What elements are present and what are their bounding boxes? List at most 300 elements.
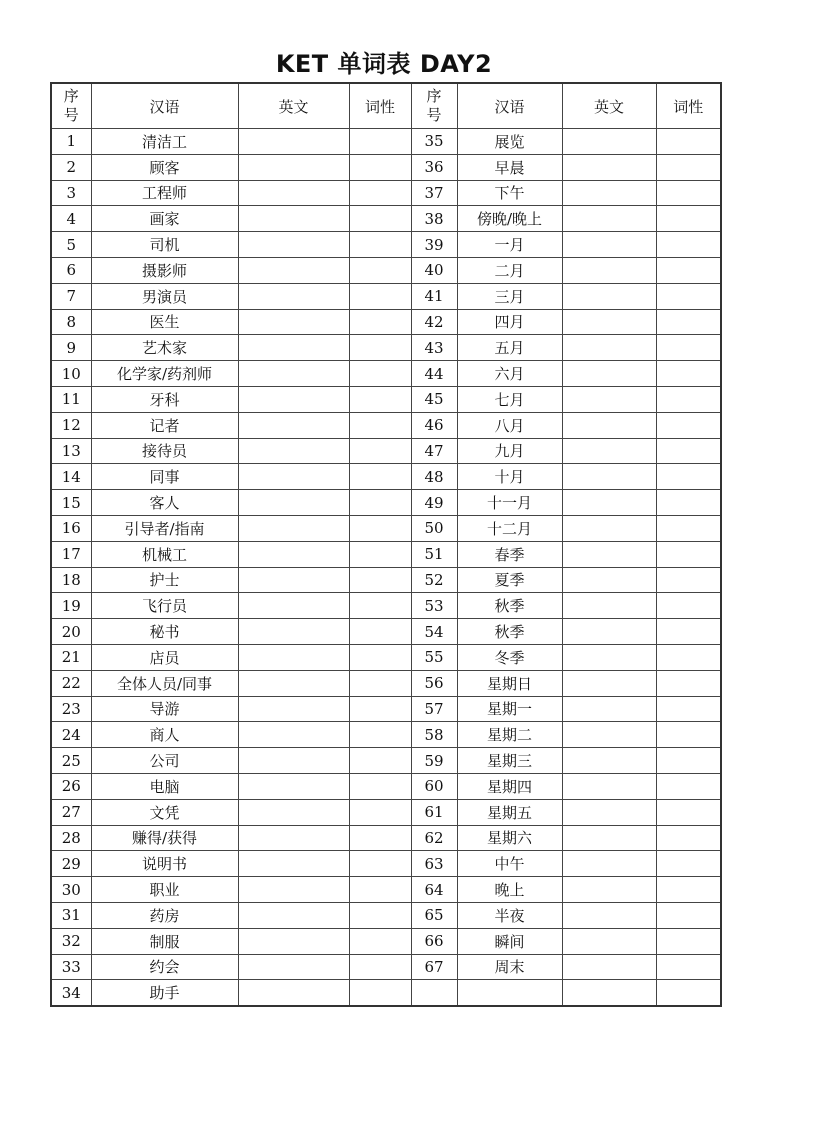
pos-cell (656, 825, 721, 851)
chinese-cell: 十二月 (457, 515, 562, 541)
pos-cell (656, 232, 721, 258)
english-cell (562, 877, 656, 903)
pos-cell (349, 232, 411, 258)
index-cell: 66 (411, 928, 457, 954)
index-cell: 55 (411, 644, 457, 670)
index-cell: 17 (51, 541, 91, 567)
english-cell (562, 386, 656, 412)
pos-cell (349, 773, 411, 799)
chinese-cell: 傍晚/晚上 (457, 206, 562, 232)
table-row (51, 232, 721, 258)
chinese-cell: 司机 (91, 232, 238, 258)
chinese-cell: 星期二 (457, 722, 562, 748)
pos-cell (349, 748, 411, 774)
pos-cell (656, 309, 721, 335)
english-cell (238, 154, 349, 180)
chinese-cell: 十月 (457, 464, 562, 490)
chinese-cell: 客人 (91, 490, 238, 516)
table-row (51, 567, 721, 593)
index-cell: 54 (411, 619, 457, 645)
pos-cell (349, 386, 411, 412)
chinese-cell: 秋季 (457, 619, 562, 645)
english-cell (562, 928, 656, 954)
table-row (51, 928, 721, 954)
table-row (51, 799, 721, 825)
english-cell (238, 180, 349, 206)
english-cell (238, 902, 349, 928)
english-cell (562, 490, 656, 516)
index-cell: 24 (51, 722, 91, 748)
pos-cell (656, 593, 721, 619)
english-cell (238, 361, 349, 387)
chinese-cell: 飞行员 (91, 593, 238, 619)
chinese-cell: 冬季 (457, 644, 562, 670)
chinese-cell: 清洁工 (91, 129, 238, 155)
chinese-cell: 九月 (457, 438, 562, 464)
pos-cell (656, 283, 721, 309)
english-cell (562, 541, 656, 567)
chinese-cell: 周末 (457, 954, 562, 980)
index-cell: 41 (411, 283, 457, 309)
chinese-cell: 二月 (457, 257, 562, 283)
pos-cell (349, 438, 411, 464)
index-cell: 20 (51, 619, 91, 645)
english-cell (562, 154, 656, 180)
index-cell: 37 (411, 180, 457, 206)
index-cell: 10 (51, 361, 91, 387)
table-row (51, 412, 721, 438)
english-cell (238, 773, 349, 799)
pos-cell (349, 980, 411, 1006)
index-cell: 5 (51, 232, 91, 258)
english-cell (238, 851, 349, 877)
english-cell (562, 825, 656, 851)
header-pos: 词性 (349, 83, 411, 129)
index-cell: 49 (411, 490, 457, 516)
index-cell: 28 (51, 825, 91, 851)
pos-cell (656, 877, 721, 903)
table-row (51, 180, 721, 206)
english-cell (562, 232, 656, 258)
english-cell (238, 722, 349, 748)
page-title: KET 单词表 DAY2 (275, 50, 493, 78)
pos-cell (656, 515, 721, 541)
index-cell: 38 (411, 206, 457, 232)
table-row (51, 773, 721, 799)
index-cell: 63 (411, 851, 457, 877)
index-cell: 8 (51, 309, 91, 335)
table-row (51, 490, 721, 516)
index-cell: 27 (51, 799, 91, 825)
chinese-cell: 助手 (91, 980, 238, 1006)
index-cell: 2 (51, 154, 91, 180)
english-cell (238, 206, 349, 232)
chinese-cell: 接待员 (91, 438, 238, 464)
pos-cell (656, 206, 721, 232)
chinese-cell: 十一月 (457, 490, 562, 516)
index-cell: 65 (411, 902, 457, 928)
pos-cell (349, 851, 411, 877)
pos-cell (349, 515, 411, 541)
chinese-cell: 一月 (457, 232, 562, 258)
pos-cell (656, 129, 721, 155)
index-cell: 53 (411, 593, 457, 619)
pos-cell (349, 877, 411, 903)
english-cell (238, 129, 349, 155)
pos-cell (349, 490, 411, 516)
pos-cell (656, 490, 721, 516)
pos-cell (349, 902, 411, 928)
pos-cell (656, 619, 721, 645)
pos-cell (349, 928, 411, 954)
index-cell: 51 (411, 541, 457, 567)
chinese-cell: 七月 (457, 386, 562, 412)
english-cell (562, 954, 656, 980)
table-row (51, 361, 721, 387)
chinese-cell: 八月 (457, 412, 562, 438)
chinese-cell: 化学家/药剂师 (91, 361, 238, 387)
pos-cell (349, 129, 411, 155)
header-row (51, 83, 721, 129)
english-cell (238, 619, 349, 645)
index-cell: 18 (51, 567, 91, 593)
pos-cell (656, 954, 721, 980)
header-index: 序 号 (51, 83, 91, 129)
pos-cell (656, 180, 721, 206)
table-row (51, 309, 721, 335)
index-cell: 45 (411, 386, 457, 412)
pos-cell (349, 722, 411, 748)
index-cell: 29 (51, 851, 91, 877)
english-cell (562, 902, 656, 928)
english-cell (238, 541, 349, 567)
english-cell (238, 386, 349, 412)
chinese-cell: 展览 (457, 129, 562, 155)
english-cell (562, 412, 656, 438)
index-cell: 7 (51, 283, 91, 309)
vocab-body (51, 129, 721, 1007)
pos-cell (349, 825, 411, 851)
english-cell (238, 412, 349, 438)
chinese-cell: 艺术家 (91, 335, 238, 361)
pos-cell (656, 644, 721, 670)
pos-cell (656, 773, 721, 799)
table-row (51, 670, 721, 696)
pos-cell (349, 567, 411, 593)
pos-cell (656, 361, 721, 387)
chinese-cell: 商人 (91, 722, 238, 748)
chinese-cell: 医生 (91, 309, 238, 335)
pos-cell (349, 361, 411, 387)
english-cell (238, 644, 349, 670)
chinese-cell: 店员 (91, 644, 238, 670)
pos-cell (349, 593, 411, 619)
english-cell (562, 644, 656, 670)
chinese-cell: 工程师 (91, 180, 238, 206)
english-cell (562, 283, 656, 309)
english-cell (238, 877, 349, 903)
pos-cell (656, 567, 721, 593)
pos-cell (656, 902, 721, 928)
pos-cell (656, 438, 721, 464)
pos-cell (349, 206, 411, 232)
index-cell: 6 (51, 257, 91, 283)
pos-cell (349, 619, 411, 645)
index-cell: 34 (51, 980, 91, 1006)
pos-cell (349, 257, 411, 283)
index-cell: 3 (51, 180, 91, 206)
pos-cell (349, 412, 411, 438)
chinese-cell: 男演员 (91, 283, 238, 309)
table-row (51, 129, 721, 155)
index-cell: 15 (51, 490, 91, 516)
english-cell (238, 464, 349, 490)
english-cell (562, 593, 656, 619)
english-cell (562, 335, 656, 361)
chinese-cell: 秋季 (457, 593, 562, 619)
chinese-cell: 星期五 (457, 799, 562, 825)
table-row (51, 954, 721, 980)
chinese-cell: 机械工 (91, 541, 238, 567)
index-cell: 19 (51, 593, 91, 619)
index-cell: 50 (411, 515, 457, 541)
pos-cell (349, 696, 411, 722)
pos-cell (656, 748, 721, 774)
chinese-cell: 顾客 (91, 154, 238, 180)
pos-cell (656, 257, 721, 283)
index-cell: 23 (51, 696, 91, 722)
chinese-cell: 护士 (91, 567, 238, 593)
chinese-cell: 赚得/获得 (91, 825, 238, 851)
index-cell: 31 (51, 902, 91, 928)
index-cell: 43 (411, 335, 457, 361)
english-cell (238, 980, 349, 1006)
english-cell (238, 438, 349, 464)
chinese-cell: 记者 (91, 412, 238, 438)
chinese-cell: 中午 (457, 851, 562, 877)
chinese-cell: 星期一 (457, 696, 562, 722)
index-cell: 60 (411, 773, 457, 799)
english-cell (562, 722, 656, 748)
english-cell (562, 129, 656, 155)
index-cell: 25 (51, 748, 91, 774)
pos-cell (656, 670, 721, 696)
chinese-cell: 三月 (457, 283, 562, 309)
chinese-cell: 四月 (457, 309, 562, 335)
chinese-cell: 瞬间 (457, 928, 562, 954)
english-cell (562, 180, 656, 206)
table-row (51, 748, 721, 774)
table-row (51, 877, 721, 903)
english-cell (562, 309, 656, 335)
table-row (51, 257, 721, 283)
chinese-cell: 引导者/指南 (91, 515, 238, 541)
pos-cell (656, 799, 721, 825)
pos-cell (349, 309, 411, 335)
english-cell (562, 515, 656, 541)
index-cell (411, 980, 457, 1006)
pos-cell (656, 464, 721, 490)
chinese-cell: 约会 (91, 954, 238, 980)
english-cell (238, 283, 349, 309)
english-cell (562, 257, 656, 283)
index-cell: 62 (411, 825, 457, 851)
pos-cell (349, 644, 411, 670)
english-cell (238, 515, 349, 541)
table-row (51, 696, 721, 722)
table-row (51, 825, 721, 851)
english-cell (562, 464, 656, 490)
table-row (51, 851, 721, 877)
english-cell (238, 335, 349, 361)
chinese-cell: 五月 (457, 335, 562, 361)
table-row (51, 515, 721, 541)
english-cell (562, 696, 656, 722)
english-cell (562, 619, 656, 645)
table-row (51, 644, 721, 670)
index-cell: 11 (51, 386, 91, 412)
chinese-cell: 药房 (91, 902, 238, 928)
header-pos: 词性 (656, 83, 721, 129)
pos-cell (656, 386, 721, 412)
chinese-cell: 下午 (457, 180, 562, 206)
table-row (51, 541, 721, 567)
header-index: 序 号 (411, 83, 457, 129)
chinese-cell: 导游 (91, 696, 238, 722)
english-cell (238, 825, 349, 851)
table-row (51, 980, 721, 1006)
pos-cell (656, 980, 721, 1006)
pos-cell (349, 799, 411, 825)
index-cell: 22 (51, 670, 91, 696)
pos-cell (656, 722, 721, 748)
english-cell (238, 490, 349, 516)
chinese-cell: 说明书 (91, 851, 238, 877)
index-cell: 67 (411, 954, 457, 980)
english-cell (238, 928, 349, 954)
chinese-cell: 半夜 (457, 902, 562, 928)
english-cell (238, 593, 349, 619)
english-cell (562, 980, 656, 1006)
table-row (51, 335, 721, 361)
chinese-cell: 职业 (91, 877, 238, 903)
table-row (51, 902, 721, 928)
index-cell: 32 (51, 928, 91, 954)
english-cell (238, 257, 349, 283)
english-cell (238, 309, 349, 335)
chinese-cell: 全体人员/同事 (91, 670, 238, 696)
index-cell: 39 (411, 232, 457, 258)
pos-cell (349, 180, 411, 206)
english-cell (238, 799, 349, 825)
english-cell (238, 670, 349, 696)
chinese-cell: 早晨 (457, 154, 562, 180)
index-cell: 47 (411, 438, 457, 464)
english-cell (562, 361, 656, 387)
pos-cell (349, 335, 411, 361)
index-cell: 13 (51, 438, 91, 464)
english-cell (238, 696, 349, 722)
pos-cell (349, 464, 411, 490)
pos-cell (656, 541, 721, 567)
english-cell (238, 567, 349, 593)
chinese-cell: 夏季 (457, 567, 562, 593)
pos-cell (656, 335, 721, 361)
english-cell (562, 206, 656, 232)
index-cell: 9 (51, 335, 91, 361)
english-cell (562, 799, 656, 825)
english-cell (562, 567, 656, 593)
header-english: 英文 (238, 83, 349, 129)
table-row (51, 206, 721, 232)
pos-cell (349, 954, 411, 980)
index-cell: 21 (51, 644, 91, 670)
table-row (51, 722, 721, 748)
table-row (51, 464, 721, 490)
english-cell (238, 954, 349, 980)
chinese-cell: 同事 (91, 464, 238, 490)
index-cell: 4 (51, 206, 91, 232)
chinese-cell: 制服 (91, 928, 238, 954)
chinese-cell: 星期四 (457, 773, 562, 799)
chinese-cell: 摄影师 (91, 257, 238, 283)
index-cell: 14 (51, 464, 91, 490)
index-cell: 36 (411, 154, 457, 180)
pos-cell (349, 283, 411, 309)
index-cell: 44 (411, 361, 457, 387)
pos-cell (656, 851, 721, 877)
chinese-cell: 六月 (457, 361, 562, 387)
english-cell (238, 232, 349, 258)
chinese-cell: 电脑 (91, 773, 238, 799)
index-cell: 26 (51, 773, 91, 799)
table-row (51, 154, 721, 180)
header-english: 英文 (562, 83, 656, 129)
english-cell (238, 748, 349, 774)
index-cell: 57 (411, 696, 457, 722)
chinese-cell: 星期六 (457, 825, 562, 851)
chinese-cell: 星期日 (457, 670, 562, 696)
chinese-cell: 晚上 (457, 877, 562, 903)
header-chinese: 汉语 (457, 83, 562, 129)
pos-cell (656, 412, 721, 438)
pos-cell (656, 154, 721, 180)
index-cell: 61 (411, 799, 457, 825)
table-row (51, 593, 721, 619)
index-cell: 48 (411, 464, 457, 490)
english-cell (562, 773, 656, 799)
index-cell: 59 (411, 748, 457, 774)
index-cell: 40 (411, 257, 457, 283)
index-cell: 30 (51, 877, 91, 903)
index-cell: 16 (51, 515, 91, 541)
table-row (51, 386, 721, 412)
table-row (51, 438, 721, 464)
index-cell: 46 (411, 412, 457, 438)
table-row (51, 619, 721, 645)
vocab-table (50, 82, 722, 1007)
english-cell (562, 748, 656, 774)
english-cell (562, 670, 656, 696)
chinese-cell: 星期三 (457, 748, 562, 774)
chinese-cell: 文凭 (91, 799, 238, 825)
chinese-cell: 春季 (457, 541, 562, 567)
pos-cell (349, 670, 411, 696)
chinese-cell (457, 980, 562, 1006)
pos-cell (349, 154, 411, 180)
chinese-cell: 牙科 (91, 386, 238, 412)
index-cell: 42 (411, 309, 457, 335)
